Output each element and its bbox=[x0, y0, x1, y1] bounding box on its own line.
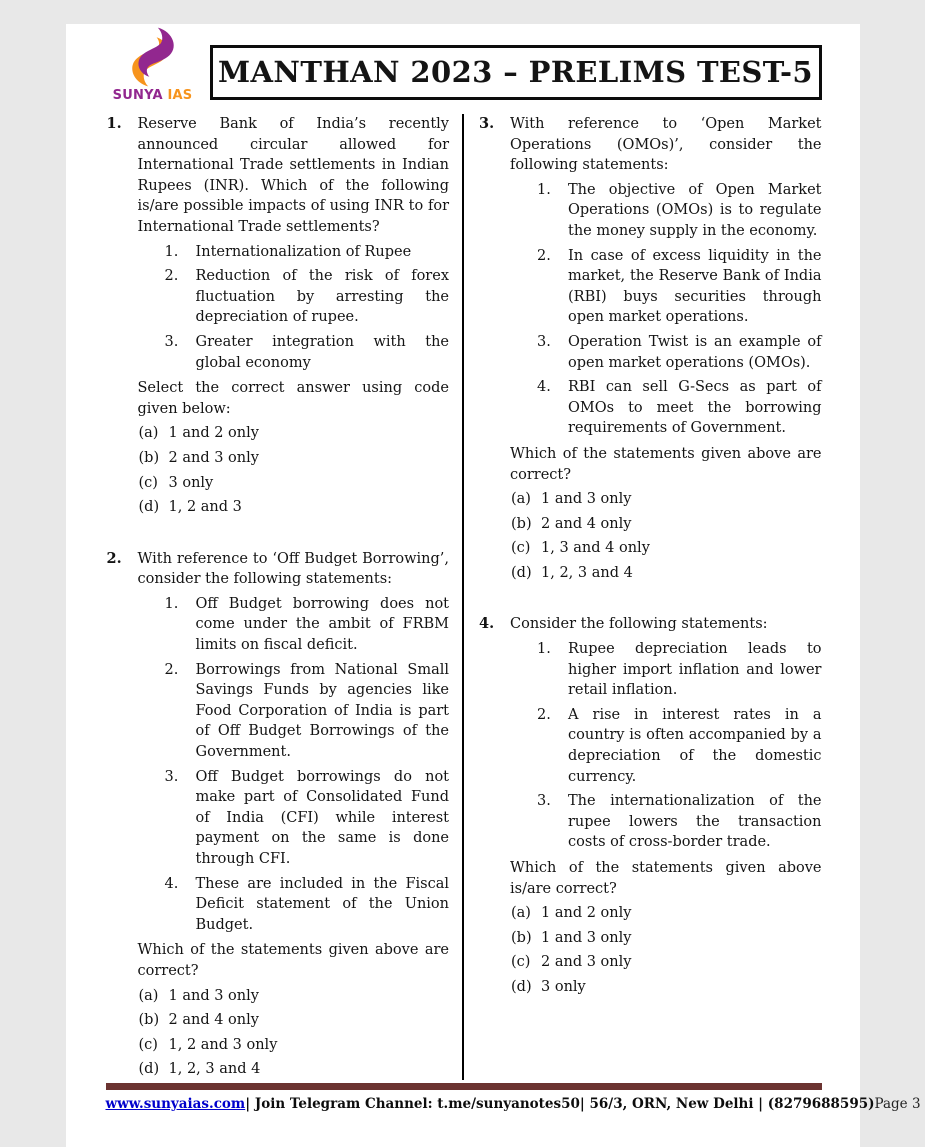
answer-option bbox=[138, 1010, 450, 1031]
statement-item bbox=[165, 242, 450, 263]
question-intro: Consider the following statements: bbox=[510, 614, 822, 635]
answer-option bbox=[510, 489, 822, 510]
question-closing: Which of the statements given above is/are correct? bbox=[510, 858, 822, 899]
exam-paper-page bbox=[66, 24, 860, 1147]
answer-option bbox=[510, 928, 822, 949]
option-list bbox=[510, 903, 822, 997]
question-columns bbox=[106, 114, 822, 1080]
statement-item bbox=[537, 377, 822, 439]
statement-number: 3. bbox=[165, 332, 179, 353]
statement-number: 4. bbox=[537, 377, 551, 398]
answer-option bbox=[510, 563, 822, 584]
option-label: (c) bbox=[511, 952, 530, 973]
statement-item bbox=[537, 332, 822, 373]
statement-item bbox=[165, 767, 450, 870]
option-text: 1 and 3 only bbox=[541, 491, 631, 507]
answer-option bbox=[138, 448, 450, 469]
option-text: 1, 2, 3 and 4 bbox=[541, 565, 633, 581]
statement-text: RBI can sell G-Secs as part of OMOs to meet the borrowing requirements of Government. bbox=[568, 379, 822, 436]
statement-text: The objective of Open Market Operations (OMOs) is to regulate the money supply in the economy. bbox=[568, 182, 822, 239]
answer-option bbox=[138, 423, 450, 444]
logo-word-ias: IAS bbox=[167, 88, 192, 103]
option-text: 1, 2 and 3 bbox=[169, 499, 242, 515]
statement-list bbox=[165, 594, 450, 936]
option-label: (a) bbox=[511, 903, 531, 924]
option-label: (b) bbox=[139, 448, 160, 469]
statement-item bbox=[165, 594, 450, 656]
statement-number: 1. bbox=[537, 180, 551, 201]
answer-option bbox=[138, 986, 450, 1007]
sunya-s-logo-icon bbox=[123, 26, 183, 88]
option-label: (d) bbox=[139, 1059, 160, 1080]
option-text: 1 and 3 only bbox=[541, 930, 631, 946]
statement-number: 3. bbox=[537, 791, 551, 812]
option-label: (c) bbox=[139, 473, 158, 494]
option-text: 2 and 4 only bbox=[169, 1012, 259, 1028]
statement-number: 3. bbox=[537, 332, 551, 353]
option-label: (d) bbox=[511, 563, 532, 584]
option-label: (d) bbox=[511, 977, 532, 998]
question-closing: Which of the statements given above are correct? bbox=[510, 444, 822, 485]
page-title: MANTHAN 2023 – PRELIMS TEST-5 bbox=[210, 45, 822, 100]
statement-text: Off Budget borrowings do not make part of Consolidated Fund of India (CFI) while interest payment on the same is done through CFI. bbox=[196, 769, 450, 867]
statement-number: 4. bbox=[165, 874, 179, 895]
statement-text: These are included in the Fiscal Deficit statement of the Union Budget. bbox=[196, 876, 450, 933]
statement-number: 1. bbox=[165, 242, 179, 263]
footer-rule bbox=[106, 1083, 822, 1090]
question-number: 4. bbox=[479, 614, 494, 635]
option-text: 1 and 2 only bbox=[169, 425, 259, 441]
question-intro: With reference to ‘Off Budget Borrowing’, consider the following statements: bbox=[138, 549, 450, 590]
option-text: 2 and 3 only bbox=[541, 954, 631, 970]
option-text: 3 only bbox=[169, 475, 214, 491]
option-text: 1 and 2 only bbox=[541, 905, 631, 921]
page-footer bbox=[106, 1083, 822, 1112]
statement-item bbox=[537, 180, 822, 242]
footer-text-line bbox=[106, 1096, 822, 1112]
answer-option bbox=[138, 1059, 450, 1080]
option-list bbox=[510, 489, 822, 583]
logo-word-sunya: SUNYA bbox=[113, 88, 163, 103]
statement-number: 1. bbox=[537, 639, 551, 660]
website-link[interactable]: www.sunyaias.com bbox=[106, 1096, 246, 1112]
statement-text: The internationalization of the rupee lowers the transaction costs of cross-border trade. bbox=[568, 793, 822, 850]
option-text: 1, 2 and 3 only bbox=[169, 1037, 278, 1053]
question-number: 1. bbox=[107, 114, 122, 135]
option-label: (b) bbox=[139, 1010, 160, 1031]
question-number: 3. bbox=[479, 114, 494, 135]
statement-item bbox=[537, 639, 822, 701]
question-number: 2. bbox=[107, 549, 122, 570]
statement-text: Internationalization of Rupee bbox=[196, 244, 412, 260]
answer-option bbox=[138, 473, 450, 494]
statement-list bbox=[537, 639, 822, 853]
statement-number: 2. bbox=[165, 266, 179, 287]
question bbox=[106, 114, 450, 518]
statement-list bbox=[537, 180, 822, 439]
statement-list bbox=[165, 242, 450, 374]
option-label: (b) bbox=[511, 928, 532, 949]
option-label: (a) bbox=[139, 986, 159, 1007]
answer-option bbox=[510, 538, 822, 559]
page-header bbox=[106, 24, 822, 103]
option-label: (c) bbox=[511, 538, 530, 559]
statement-text: In case of excess liquidity in the market, the Reserve Bank of India (RBI) buys securities through open market operations. bbox=[568, 248, 822, 326]
statement-item bbox=[165, 874, 450, 936]
option-text: 2 and 4 only bbox=[541, 516, 631, 532]
statement-text: Borrowings from National Small Savings Funds by agencies like Food Corporation of India is part of Off Budget Borrowings of the Government. bbox=[196, 662, 450, 760]
logo-wordmark bbox=[106, 88, 200, 103]
option-label: (c) bbox=[139, 1035, 158, 1056]
option-text: 1 and 3 only bbox=[169, 988, 259, 1004]
option-text: 3 only bbox=[541, 979, 586, 995]
statement-item bbox=[165, 332, 450, 373]
option-list bbox=[138, 986, 450, 1080]
left-column bbox=[106, 114, 463, 1080]
statement-item bbox=[165, 660, 450, 763]
statement-text: Operation Twist is an example of open market operations (OMOs). bbox=[568, 334, 822, 371]
question bbox=[478, 114, 822, 583]
statement-number: 2. bbox=[537, 246, 551, 267]
page-number: Page 3 bbox=[875, 1096, 925, 1112]
statement-item bbox=[537, 791, 822, 853]
footer-info-text: | Join Telegram Channel: t.me/sunyanotes50| 56/3, ORN, New Delhi | (8279688595) bbox=[245, 1096, 874, 1112]
option-text: 1, 2, 3 and 4 bbox=[169, 1061, 261, 1077]
statement-item bbox=[165, 266, 450, 328]
option-text: 2 and 3 only bbox=[169, 450, 259, 466]
option-list bbox=[138, 423, 450, 517]
statement-text: A rise in interest rates in a country is often accompanied by a depreciation of the domestic currency. bbox=[568, 707, 822, 785]
answer-option bbox=[138, 497, 450, 518]
option-label: (d) bbox=[139, 497, 160, 518]
answer-option bbox=[510, 977, 822, 998]
option-label: (a) bbox=[139, 423, 159, 444]
sunya-ias-logo bbox=[106, 24, 200, 103]
answer-option bbox=[510, 514, 822, 535]
statement-item bbox=[537, 246, 822, 328]
option-text: 1, 3 and 4 only bbox=[541, 540, 650, 556]
question-closing: Which of the statements given above are correct? bbox=[138, 940, 450, 981]
question bbox=[106, 549, 450, 1080]
statement-text: Off Budget borrowing does not come under the ambit of FRBM limits on fiscal deficit. bbox=[196, 596, 450, 653]
question-intro: Reserve Bank of India’s recently announced circular allowed for International Trade settlements in Indian Rupees (INR). Which of the following is/are possible impacts of using INR to for International Trade settlements? bbox=[138, 114, 450, 238]
statement-text: Rupee depreciation leads to higher import inflation and lower retail inflation. bbox=[568, 641, 822, 698]
answer-option bbox=[510, 952, 822, 973]
statement-text: Greater integration with the global economy bbox=[196, 334, 450, 371]
option-label: (b) bbox=[511, 514, 532, 535]
statement-number: 2. bbox=[165, 660, 179, 681]
question-intro: With reference to ‘Open Market Operations (OMOs)’, consider the following statements: bbox=[510, 114, 822, 176]
statement-item bbox=[537, 705, 822, 787]
right-column bbox=[464, 114, 822, 1080]
question-closing: Select the correct answer using code given below: bbox=[138, 378, 450, 419]
statement-number: 2. bbox=[537, 705, 551, 726]
answer-option bbox=[510, 903, 822, 924]
statement-text: Reduction of the risk of forex fluctuation by arresting the depreciation of rupee. bbox=[196, 268, 450, 325]
statement-number: 1. bbox=[165, 594, 179, 615]
statement-number: 3. bbox=[165, 767, 179, 788]
answer-option bbox=[138, 1035, 450, 1056]
question bbox=[478, 614, 822, 997]
option-label: (a) bbox=[511, 489, 531, 510]
